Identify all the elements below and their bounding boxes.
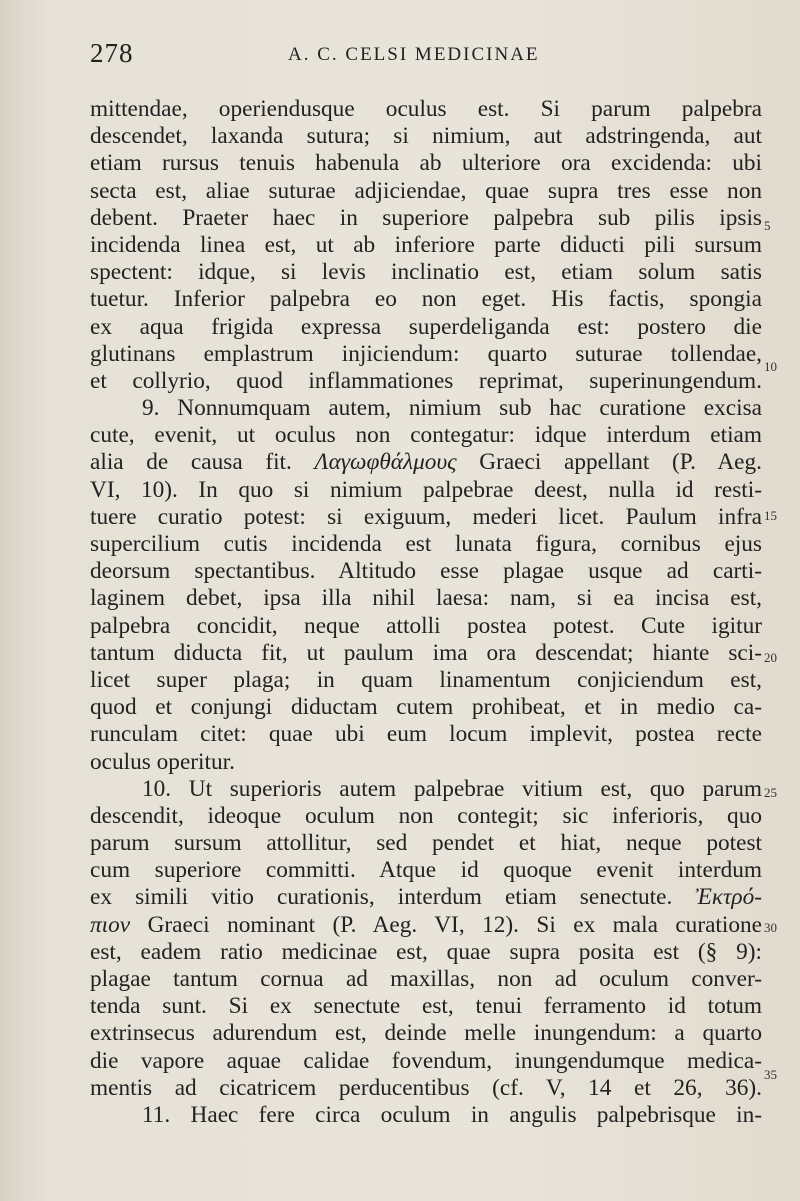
text-line: tuetur. Inferior palpebra eo non eget. His factis, spongia: [90, 286, 762, 313]
text-line: oculus operitur.: [90, 748, 235, 775]
text-line: mittendae, operiendusque oculus est. Si parum palpebra: [90, 96, 762, 122]
text-line: VI, 10). In quo si nimium palpebrae deest, nulla id resti-: [90, 476, 762, 503]
text-line: extrinsecus adurendum est, deinde melle inungendum: a quarto: [90, 1020, 762, 1047]
text-line: runculam citet: quae ubi eum locum implevit, postea recte: [90, 721, 762, 748]
text-line: descendet, laxanda sutura; si nimium, aut adstringenda, aut: [90, 123, 762, 150]
text-line: πιον Graeci nominant (P. Aeg. VI, 12). Si ex mala curatione: [90, 911, 763, 938]
line-number-30: 30: [764, 920, 777, 935]
text-line: tuere curatio potest: si exiguum, mederi licet. Paulum infra: [90, 503, 762, 530]
line-number-20: 20: [764, 650, 777, 665]
text-line: die vapore aquae calidae fovendum, inungendumque medica-: [90, 1047, 762, 1074]
text-line: ex aqua frigida expressa superdeliganda est: postero die: [90, 313, 762, 340]
text-line: tenda sunt. Si ex senectute est, tenui ferramento id totum: [90, 993, 762, 1020]
text-line: quod et conjungi diductam cutem prohibeat, et in medio ca-: [90, 694, 762, 721]
greek-term: Ἐκτρό-: [695, 884, 762, 911]
text-line: supercilium cutis incidenda est lunata figura, cornibus ejus: [90, 531, 762, 557]
body-text: [90, 96, 762, 1129]
text-line: debent. Praeter haec in superiore palpebra sub pilis ipsis: [90, 204, 762, 231]
text-line: incidenda linea est, ut ab inferiore parte diducti pili sursum: [90, 231, 762, 258]
text-line: spectent: idque, si levis inclinatio est, etiam solum satis: [90, 259, 762, 286]
page-number: 278: [90, 38, 134, 68]
text-line: licet super plaga; in quam linamentum conjiciendum est,: [90, 666, 762, 693]
paragraph-start-10: 10. Ut superioris autem palpebrae vitium est, quo parum: [142, 775, 762, 802]
line-number-10: 10: [764, 359, 777, 374]
text-line: mentis ad cicatricem perducentibus (cf. V, 14 et 26, 36).: [90, 1074, 762, 1101]
paragraph-start-11: 11. Haec fere circa oculum in angulis palpebrisque in-: [142, 1101, 762, 1128]
text-line: glutinans emplastrum injiciendum: quarto suturae tollendae,: [90, 340, 762, 367]
text-line: et collyrio, quod inflammationes reprimat, superinungendum.: [90, 367, 762, 394]
greek-term: πιον: [90, 911, 131, 938]
text-line: ex simili vitio curationis, interdum etiam senectute. Ἐκτρό-: [90, 884, 762, 911]
text-line: deorsum spectantibus. Altitudo esse plagae usque ad carti-: [90, 558, 762, 585]
page-header: [0, 38, 800, 78]
text-line: alia de causa fit. Λαγωφθάλμους Graeci appellant (P. Aeg.: [90, 449, 762, 476]
running-title: A. C. CELSI MEDICINAE: [288, 44, 540, 65]
text-line: cum superiore committi. Atque id quoque evenit interdum: [90, 857, 762, 884]
paragraph-start-9: 9. Nonnumquam autem, nimium sub hac curatione excisa: [142, 395, 762, 422]
text-line: parum sursum attollitur, sed pendet et hiat, neque potest: [90, 830, 762, 857]
text-line: palpebra concidit, neque attolli postea potest. Cute igitur: [90, 612, 762, 639]
text-line: tantum diducta fit, ut paulum ima ora descendat; hiante sci-: [90, 639, 762, 666]
line-number-5: 5: [764, 218, 771, 233]
greek-term: Λαγωφθάλμους: [314, 449, 457, 476]
line-number-25: 25: [764, 785, 777, 800]
text-line: secta est, aliae suturae adjiciendae, quae supra tres esse non: [90, 177, 762, 204]
text-line: laginem debet, ipsa illa nihil laesa: nam, si ea incisa est,: [90, 585, 762, 612]
text-line: plagae tantum cornua ad maxillas, non ad oculum conver-: [90, 966, 762, 992]
line-number-15: 15: [764, 508, 777, 523]
text-line: est, eadem ratio medicinae est, quae supra posita est (§ 9):: [90, 938, 762, 965]
text-line: etiam rursus tenuis habenula ab ulteriore ora excidenda: ubi: [90, 150, 762, 177]
text-line: cute, evenit, ut oculus non contegatur: idque interdum etiam: [90, 422, 762, 449]
text-line: descendit, ideoque oculum non contegit; sic inferioris, quo: [90, 802, 762, 829]
line-number-35: 35: [764, 1067, 777, 1082]
